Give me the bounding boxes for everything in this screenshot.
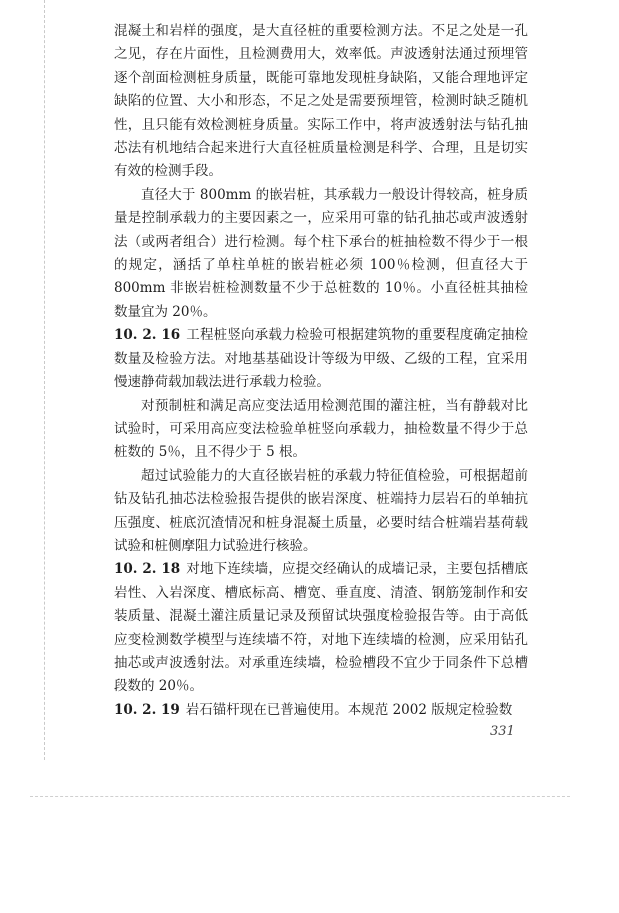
scan-edge-line: [30, 796, 570, 797]
clause-text: 岩石锚杆现在已普遍使用。本规范 2002 版规定检验数: [185, 701, 513, 718]
clause-number: 10. 2. 19: [114, 701, 180, 718]
clause-10-2-18: [114, 558, 528, 698]
clause-text: 对地下连续墙，应提交经确认的成墙记录，主要包括槽底岩性、入岩深度、槽底标高、槽宽、垂直度、清渣、钢筋笼制作和安装质量、混凝土灌注质量记录及预留试块强度检验报告等。由于高低应变检测数学模型与连续墙不符，对地下连续墙的检测，应采用钻孔抽芯或声波透射法。对承重连续墙，检验槽段不宜少于同条件下总槽段数的 20％。: [114, 561, 528, 695]
paragraph-1: 混凝土和岩样的强度，是大直径桩的重要检测方法。不足之处是一孔之见，存在片面性，且检测费用大，效率低。声波透射法通过预埋管逐个剖面检测桩身质量，既能可靠地发现桩身缺陷，又能合理地评定缺陷的位置、大小和形态，不足之处是需要预埋管，检测时缺乏随机性，且只能有效检测桩身质量。实际工作中，将声波透射法与钻孔抽芯法有机地结合起来进行大直径桩质量检测是科学、合理，且是切实有效的检测手段。: [114, 23, 528, 180]
clause-10-2-16: [114, 324, 528, 394]
paragraph-4: 对预制桩和满足高应变法适用检测范围的灌注桩，当有静载对比试验时，可采用高应变法检验单桩竖向承载力，抽检数量不得少于总桩数的 5％，且不得少于 5 根。: [114, 397, 528, 461]
clause-number: 10. 2. 16: [114, 327, 181, 344]
paragraph-2: 直径大于 800mm 的嵌岩桩，其承载力一般设计得较高，桩身质量是控制承载力的主要因素之一，应采用可靠的钻孔抽芯或声波透射法（或两者组合）进行检测。每个柱下承台的桩抽检数不得少于一根的规定，涵括了单柱单桩的嵌岩桩必须 100％检测，但直径大于 800mm 非嵌岩桩检测数量不少于总桩数的 10％。小直径桩其抽检数量宜为 20％。: [114, 186, 528, 320]
clause-text: 工程桩竖向承载力检验可根据建筑物的重要程度确定抽检数量及检验方法。对地基基础设计等级为甲级、乙级的工程，宜采用慢速静荷载加载法进行承载力检验。: [114, 327, 528, 391]
binding-margin-line: [44, 0, 45, 760]
page-body: [114, 20, 528, 722]
paragraph-5: 超过试验能力的大直径嵌岩桩的承载力特征值检验，可根据超前钻及钻孔抽芯法检验报告提供的嵌岩深度、桩端持力层岩石的单轴抗压强度、桩底沉渣情况和桩身混凝土质量，必要时结合桩端岩基荷载试验和桩侧摩阻力试验进行核验。: [114, 467, 528, 554]
clause-10-2-19: [114, 699, 528, 722]
clause-number: 10. 2. 18: [114, 561, 181, 578]
page-number: 331: [490, 724, 515, 739]
